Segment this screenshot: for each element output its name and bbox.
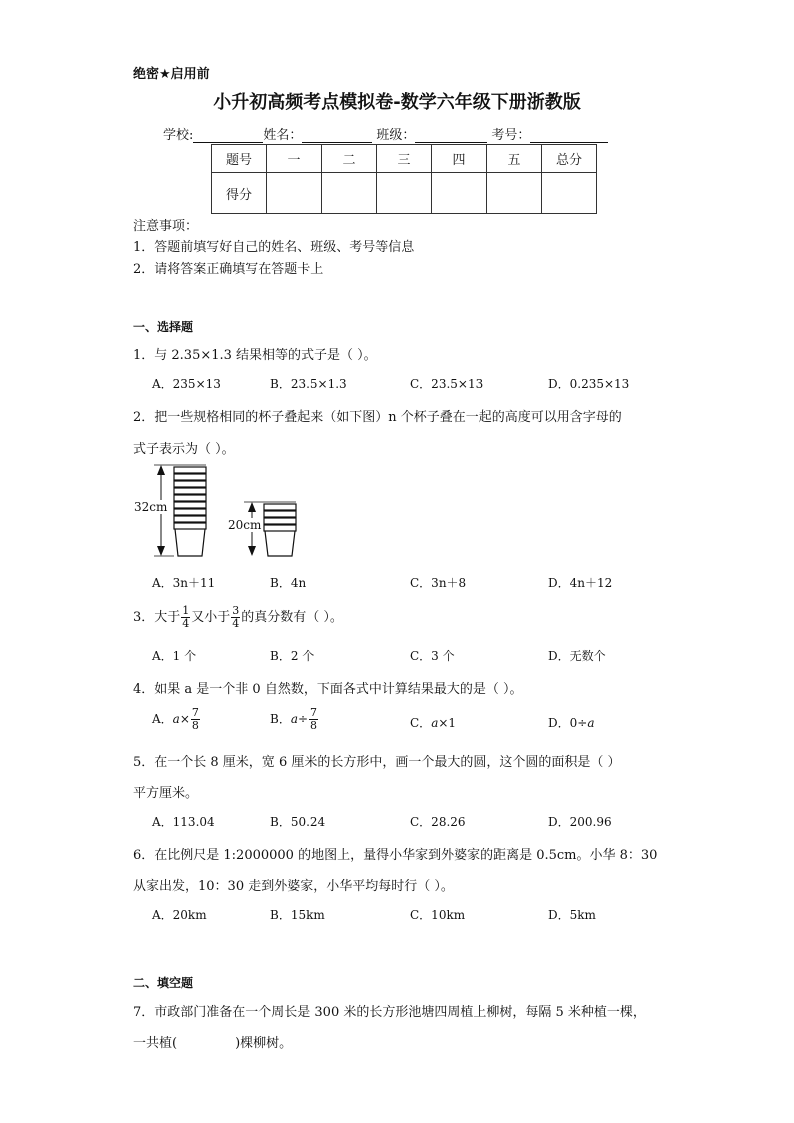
fraction-numerator: 3: [232, 604, 240, 617]
question-3-post: 的真分数有（ ）。: [241, 610, 343, 625]
score-cell: 二: [322, 145, 377, 173]
variable-a: a: [587, 716, 595, 730]
question-5-option-a[interactable]: A．113.04: [152, 815, 215, 829]
score-input-cell[interactable]: [432, 173, 487, 214]
score-cell: 总分: [542, 145, 597, 173]
question-4-option-d[interactable]: [548, 714, 594, 731]
fraction-denominator: 4: [232, 617, 240, 630]
section-heading-fill: 二、填空题: [133, 976, 194, 990]
question-5-stem-line1: 5．在一个长 8 厘米，宽 6 厘米的长方形中，画一个最大的圆，这个圆的面积是（ ）: [133, 755, 621, 770]
fraction-seven-eighths: [309, 707, 318, 732]
question-6-option-c[interactable]: C．10km: [410, 908, 466, 922]
question-2-stem-line1: 2．把一些规格相同的杯子叠起来（如下图）n 个杯子叠在一起的高度可以用含字母的: [133, 410, 622, 425]
score-input-cell[interactable]: [542, 173, 597, 214]
question-2-option-d[interactable]: D．4n＋12: [548, 576, 613, 590]
question-5-stem-line2: 平方厘米。: [133, 786, 199, 801]
section-heading-choice: 一、选择题: [133, 320, 194, 334]
fraction-three-quarters: [231, 605, 240, 630]
score-table-score-row: [212, 173, 597, 214]
note-item: 1．答题前填写好自己的姓名、班级、考号等信息: [133, 240, 415, 255]
question-6-option-b[interactable]: B．15km: [270, 908, 325, 922]
name-label: 姓名：: [263, 128, 303, 143]
fraction-numerator: 7: [191, 706, 199, 719]
question-2-option-b[interactable]: B．4n: [270, 576, 307, 590]
question-6-stem-line1: 6．在比例尺是 1:2000000 的地图上，量得小华家到外婆家的距离是 0.5cm。小华 8：30: [133, 848, 658, 863]
question-6-option-a[interactable]: A．20km: [152, 908, 207, 922]
question-3-option-a[interactable]: A．1 个: [152, 649, 197, 663]
figure-label-20cm: 20cm: [228, 518, 262, 532]
question-7-stem-line2: [133, 1032, 292, 1051]
question-3-stem: [133, 605, 343, 630]
school-label: 学校:: [163, 128, 194, 143]
operator: ×: [179, 712, 190, 726]
question-6-stem-line2: 从家出发，10：30 走到外婆家，小华平均每时行（ ）。: [133, 879, 454, 894]
page-title: 小升初高频考点模拟卷-数学六年级下册浙教版: [213, 92, 581, 113]
notes-heading: 注意事项：: [133, 219, 199, 234]
question-4-option-c[interactable]: [410, 714, 456, 731]
question-7-pre: 一共植(: [133, 1036, 178, 1051]
class-label: 班级：: [376, 128, 416, 143]
student-info-line: [163, 124, 608, 143]
operator: ÷: [297, 712, 309, 726]
score-input-cell[interactable]: [322, 173, 377, 214]
variable-a: a: [431, 716, 439, 730]
score-row-label: 得分: [212, 173, 267, 214]
question-7-post: )棵柳树。: [235, 1036, 293, 1051]
confidential-label: 绝密★启用前: [133, 67, 210, 82]
score-cell: 题号: [212, 145, 267, 173]
variable-a: a: [172, 712, 180, 726]
class-blank: [415, 128, 487, 143]
question-2-option-c[interactable]: C．3n＋8: [410, 576, 467, 590]
question-3-option-c[interactable]: C．3 个: [410, 649, 455, 663]
fraction-one-quarter: [181, 605, 190, 630]
question-7-stem-line1: 7．市政部门准备在一个周长是 300 米的长方形池塘四周植上柳树，每隔 5 米种植一棵，: [133, 1005, 646, 1020]
fraction-numerator: 7: [310, 706, 318, 719]
score-input-cell[interactable]: [267, 173, 322, 214]
fraction-denominator: 8: [191, 719, 199, 732]
name-blank: [302, 128, 372, 143]
fraction-denominator: 4: [182, 617, 190, 630]
question-6-option-d[interactable]: D．5km: [548, 908, 596, 922]
variable-a: a: [290, 712, 298, 726]
question-2-option-a[interactable]: A．3n＋11: [152, 576, 216, 590]
id-blank: [530, 128, 608, 143]
question-3-pre: 3．大于: [133, 610, 181, 625]
question-5-option-c[interactable]: C．28.26: [410, 815, 466, 829]
fraction-seven-eighths: [191, 707, 200, 732]
question-1-option-a[interactable]: A．235×13: [152, 377, 221, 391]
fraction-numerator: 1: [182, 604, 190, 617]
option-prefix: A．: [152, 712, 173, 726]
question-5-option-b[interactable]: B．50.24: [270, 815, 326, 829]
question-1-option-b[interactable]: B．23.5×1.3: [270, 377, 347, 391]
question-4-option-a[interactable]: [152, 707, 201, 732]
question-1-option-d[interactable]: D．0.235×13: [548, 377, 630, 391]
option-prefix: D．0÷: [548, 716, 588, 730]
question-4-option-b[interactable]: [270, 707, 319, 732]
figure-label-32cm: 32cm: [134, 500, 168, 514]
option-prefix: B．: [270, 712, 291, 726]
question-3-mid: 又小于: [191, 610, 231, 625]
score-table: [211, 144, 597, 214]
note-item: 2．请将答案正确填写在答题卡上: [133, 262, 324, 277]
id-label: 考号：: [491, 128, 531, 143]
fraction-denominator: 8: [310, 719, 318, 732]
school-blank: [193, 128, 263, 143]
score-cell: 五: [487, 145, 542, 173]
option-prefix: C．: [410, 716, 432, 730]
score-input-cell[interactable]: [487, 173, 542, 214]
score-cell: 一: [267, 145, 322, 173]
option-expression: ×1: [438, 716, 457, 730]
score-cell: 四: [432, 145, 487, 173]
question-2-stem-line2: 式子表示为（ ）。: [133, 442, 235, 457]
score-cell: 三: [377, 145, 432, 173]
question-4-stem: 4．如果 a 是一个非 0 自然数，下面各式中计算结果最大的是（ ）。: [133, 682, 523, 697]
question-3-option-d[interactable]: D．无数个: [548, 649, 606, 663]
question-5-option-d[interactable]: D．200.96: [548, 815, 612, 829]
question-1-stem: 1．与 2.35×1.3 结果相等的式子是（ ）。: [133, 348, 377, 363]
score-table-header-row: [212, 145, 597, 173]
score-input-cell[interactable]: [377, 173, 432, 214]
question-1-option-c[interactable]: C．23.5×13: [410, 377, 484, 391]
question-3-option-b[interactable]: B．2 个: [270, 649, 315, 663]
